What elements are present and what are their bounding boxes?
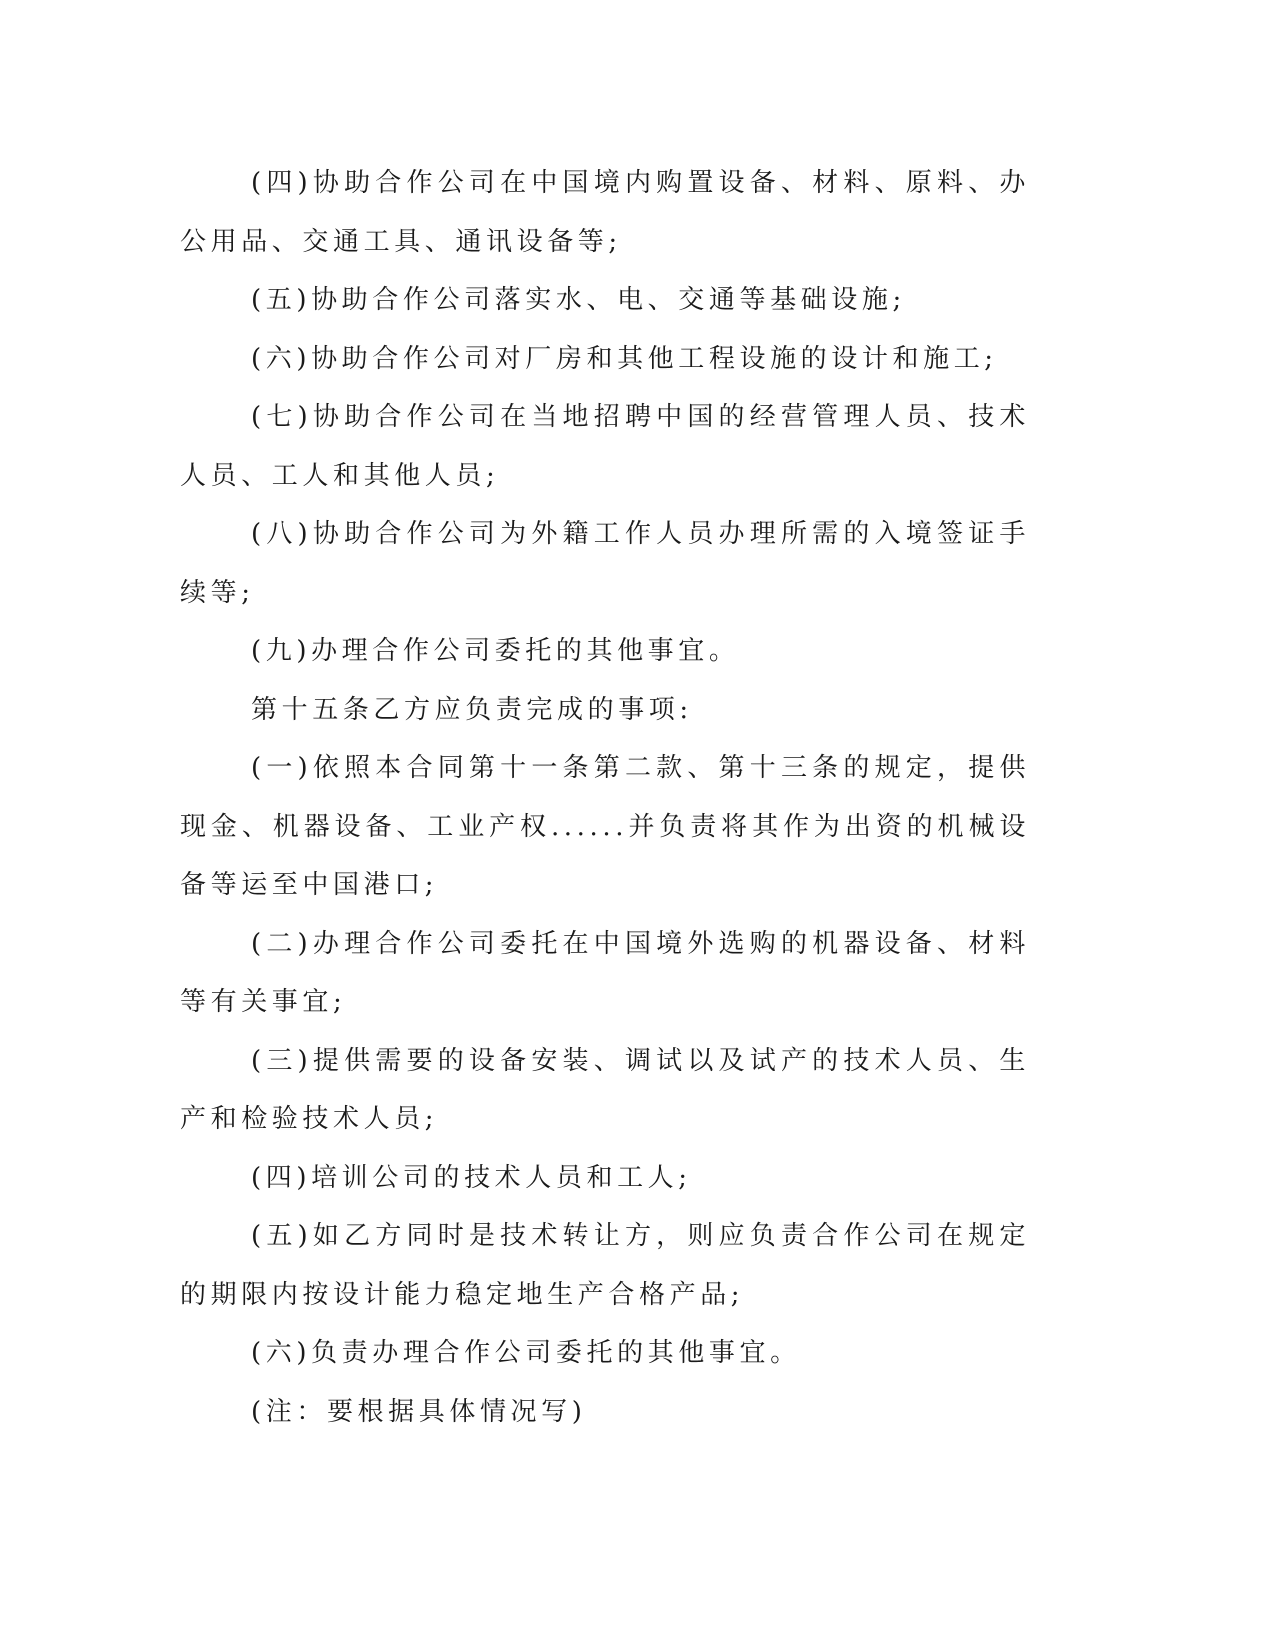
party-b-item-2: (二)办理合作公司委托在中国境外选购的机器设备、材料等有关事宜; — [180, 928, 1030, 1017]
paragraph-item-7: (七)协助合作公司在当地招聘中国的经营管理人员、技术人员、工人和其他人员; — [180, 402, 1030, 491]
party-b-item-4: (四)培训公司的技术人员和工人; — [251, 1162, 692, 1193]
note-paragraph: (注：要根据具体情况写) — [251, 1396, 587, 1427]
document-body — [180, 154, 1030, 1441]
paragraph-item-9: (九)办理合作公司委托的其他事宜。 — [251, 636, 740, 666]
paragraph-item-6: (六)协助合作公司对厂房和其他工程设施的设计和施工; — [251, 343, 998, 374]
paragraph-item-4: (四)协助合作公司在中国境内购置设备、材料、原料、办公用品、交通工具、通讯设备等; — [180, 168, 1030, 257]
party-b-item-5: (五)如乙方同时是技术转让方，则应负责合作公司在规定的期限内按设计能力稳定地生产合格产品; — [180, 1221, 1030, 1310]
party-b-item-6: (六)负责办理合作公司委托的其他事宜。 — [251, 1338, 801, 1368]
party-b-item-3: (三)提供需要的设备安装、调试以及试产的技术人员、生产和检验技术人员; — [180, 1045, 1030, 1134]
paragraph-item-5: (五)协助合作公司落实水、电、交通等基础设施; — [251, 285, 906, 315]
article-15-heading: 第十五条乙方应负责完成的事项: — [251, 694, 693, 725]
party-b-item-1: (一)依照本合同第十一条第二款、第十三条的规定，提供现金、机器设备、工业产权......并负责将其作为出资的机械设备等运至中国港口; — [180, 753, 1030, 900]
paragraph-item-8: (八)协助合作公司为外籍工作人员办理所需的入境签证手续等; — [180, 519, 1030, 608]
